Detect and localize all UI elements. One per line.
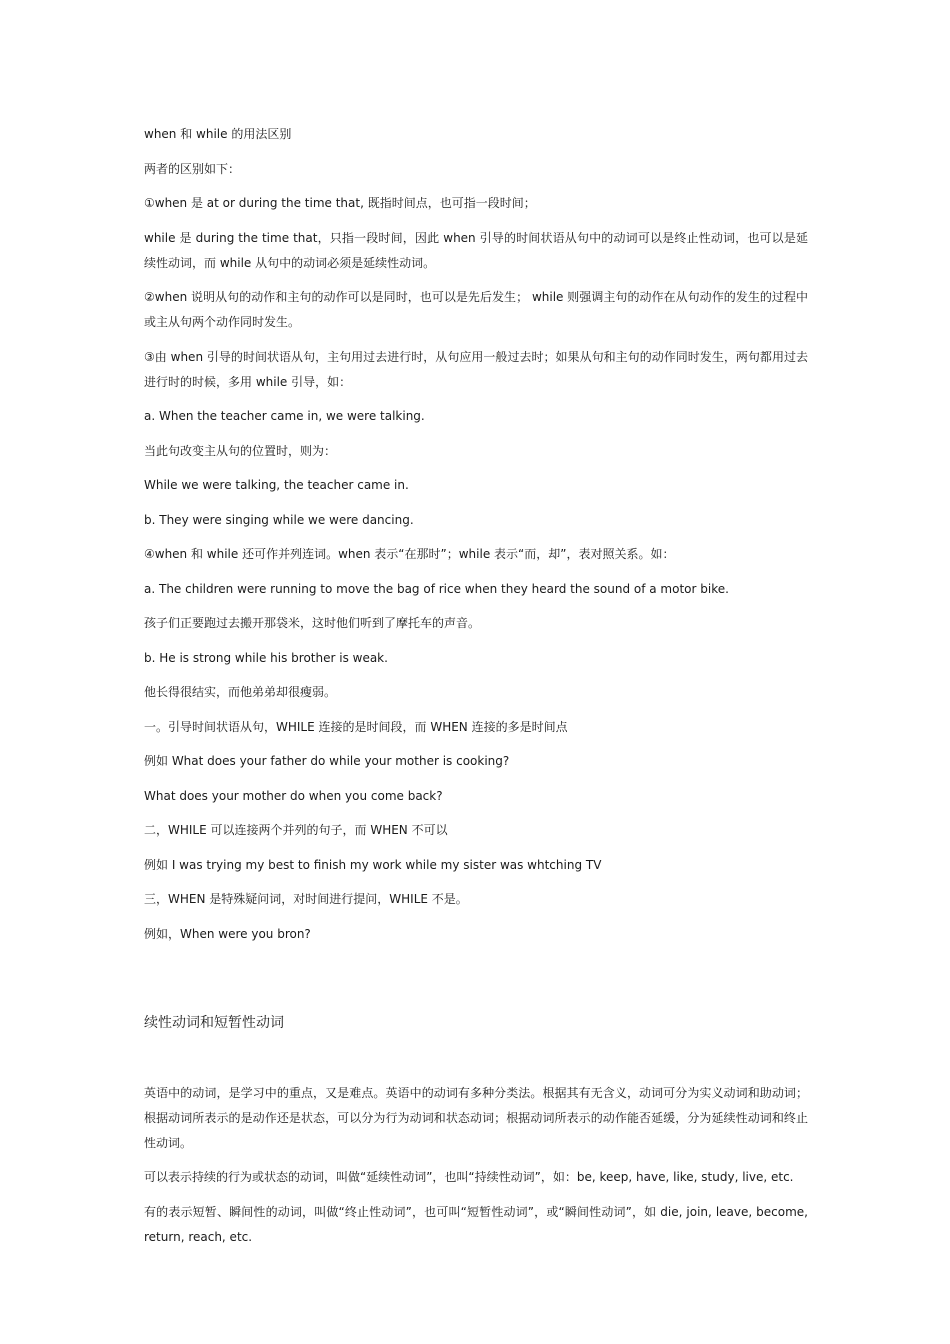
translation: 他长得很结实，而他弟弟却很瘦弱。 xyxy=(144,685,337,699)
rule-item: 二，WHILE 可以连接两个并列的句子，而 WHEN 不可以 xyxy=(144,823,448,837)
translation: 孩子们正要跑过去搬开那袋米，这时他们听到了摩托车的声音。 xyxy=(144,616,481,630)
example-sentence: 例如 I was trying my best to finish my work while my sister was whtching TV xyxy=(144,857,602,872)
paragraph: 可以表示持续的行为或状态的动词，叫做“延续性动词”，也叫“持续性动词”，如：be, keep, have, like, study, live, etc. xyxy=(144,1170,794,1184)
rule-item: 三，WHEN 是特殊疑问词，对时间进行提问，WHILE 不是。 xyxy=(144,892,468,906)
paragraph: ④when 和 while 还可作并列连词。when 表示“在那时”；while 表示“而，却”，表对照关系。如： xyxy=(144,547,675,561)
rule-item: 一。引导时间状语从句，WHILE 连接的是时间段，而 WHEN 连接的多是时间点 xyxy=(144,719,568,734)
section-heading: 续性动词和短暂性动词 xyxy=(144,1014,284,1031)
example-sentence: a. The children were running to move the bag of rice when they heard the sound of a motor bike. xyxy=(144,581,729,596)
example-sentence: What does your mother do when you come back? xyxy=(144,788,443,803)
paragraph: 当此句改变主从句的位置时，则为： xyxy=(144,443,337,458)
paragraph: ③由 when 引导的时间状语从句，主句用过去进行时，从句应用一般过去时；如果从句和主句的动作同时发生，两句都用过去进行时的时候，多用 while 引导，如： xyxy=(144,349,808,389)
paragraph: while 是 during the time that，只指一段时间，因此 when 引导的时间状语从句中的动词可以是终止性动词，也可以是延续性动词，而 while 从句中的动词必须是延续性动词。 xyxy=(144,230,808,270)
example-sentence: While we were talking, the teacher came in. xyxy=(144,478,409,492)
paragraph: 有的表示短暂、瞬间性的动词，叫做“终止性动词”，也可叫“短暂性动词”，或“瞬间性动词”，如 die, join, leave, become, return, reach, etc. xyxy=(144,1204,808,1244)
doc-title: when 和 while 的用法区别 xyxy=(144,127,292,141)
example-sentence: b. He is strong while his brother is weak. xyxy=(144,650,388,665)
paragraph: ②when 说明从句的动作和主句的动作可以是同时，也可以是先后发生； while 则强调主句的动作在从句动作的发生的过程中或主从句两个动作同时发生。 xyxy=(144,290,808,329)
example-sentence: 例如，When were you bron? xyxy=(144,926,311,941)
example-sentence: b. They were singing while we were dancing. xyxy=(144,512,414,527)
document-body xyxy=(144,122,808,1259)
paragraph: 英语中的动词，是学习中的重点，又是难点。英语中的动词有多种分类法。根据其有无含义，动词可分为实义动词和助动词；根据动词所表示的是动作还是状态，可以分为行为动词和状态动词；根据动词所表示的动作能否延缓，分为延续性动词和终止性动词。 xyxy=(144,1085,808,1150)
example-sentence: a. When the teacher came in, we were talking. xyxy=(144,409,425,423)
example-sentence: 例如 What does your father do while your mother is cooking? xyxy=(144,754,510,768)
paragraph: ①when 是 at or during the time that, 既指时间点，也可指一段时间； xyxy=(144,196,536,210)
paragraph: 两者的区别如下： xyxy=(144,161,241,176)
